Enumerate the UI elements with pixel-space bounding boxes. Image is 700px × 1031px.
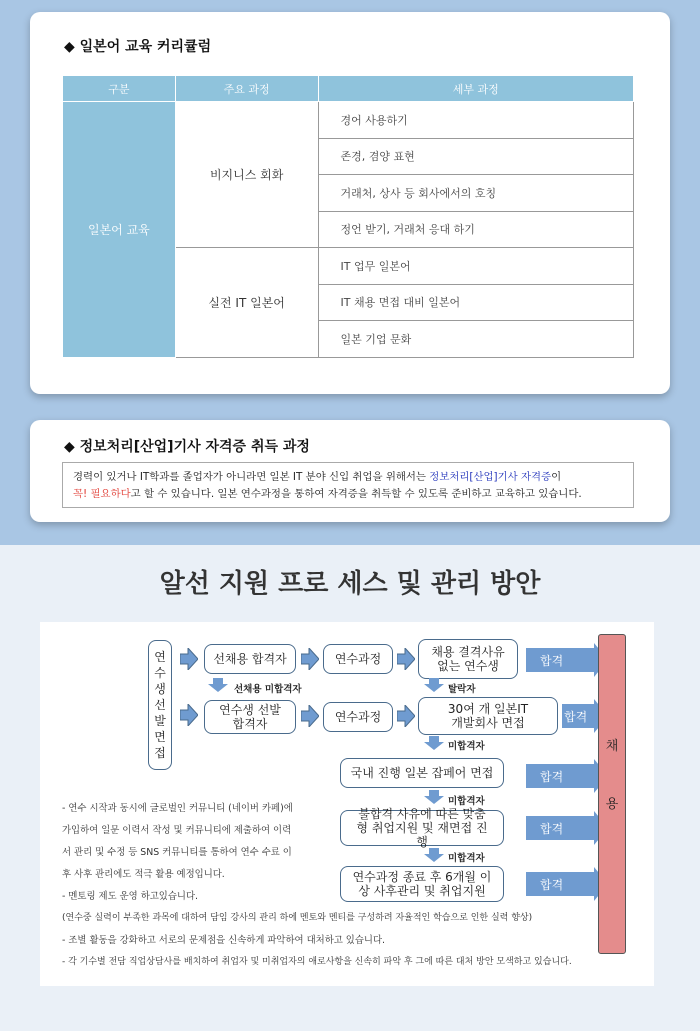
category-cell: 일본어 교육 [63,102,176,358]
down-arrow-icon [424,848,444,862]
detail-course-cell: 존경, 겸양 표현 [318,138,633,175]
notice-line-1 [73,469,623,486]
fail-label: 미합격자 [448,853,485,864]
hiring-label-1: 채 [605,739,619,754]
note-line: - 조별 활동을 강화하고 서로의 문제점을 신속하게 파악하여 대처하고 있습니다. [62,935,385,946]
notice-text: 이 [551,471,562,483]
right-arrow-icon [301,648,319,670]
main-course-cell: 비지니스 회화 [175,102,318,248]
pass-arrow: 합격 [526,816,594,840]
hiring-bar [598,634,626,954]
pre-hire-pass-box: 선채용 합격자 [204,644,296,674]
detail-course-cell: IT 업무 일본어 [318,248,633,285]
selection-interview-box [148,640,172,770]
custom-support-box: 불합격 사유에 따른 맞춤형 취업지원 및 재면접 진행 [340,810,504,846]
note-line: 서 관리 및 수정 등 SNS 커뮤니티를 통하여 연수 수료 이 [62,847,292,858]
company-interview-box: 30여 개 일본IT 개발회사 면접 [418,697,558,735]
down-arrow-icon [424,790,444,804]
notice-line-2 [73,486,623,503]
dropout-label: 탈락자 [448,684,476,695]
header-detail-course: 세부 과정 [318,76,633,102]
after-care-box: 연수과정 종료 후 6개월 이상 사후관리 및 취업지원 [340,866,504,902]
training-box-1: 연수과정 [323,644,393,674]
notice-highlight-blue: 정보처리[산업]기사 자격증 [429,471,552,483]
detail-course-cell: 정언 받기, 거래처 응대 하기 [318,211,633,248]
note-line: 가입하여 일문 이력서 작성 및 커뮤니티에 제출하여 이력 [62,825,292,836]
detail-course-cell: 경어 사용하기 [318,102,633,139]
certification-card [30,420,670,522]
pre-hire-fail-label: 선채용 미합격자 [234,684,302,695]
down-arrow-icon [424,736,444,750]
right-arrow-icon [180,704,198,726]
curriculum-table [62,75,634,358]
no-disqualification-box: 채용 결격사유 없는 연수생 [418,639,518,679]
note-line: - 멘토링 제도 운영 하고있습니다. [62,891,199,902]
right-arrow-icon [397,705,415,727]
trainee-selection-pass-box: 연수생 선발 합격자 [204,700,296,734]
detail-course-cell: 거래처, 상사 등 회사에서의 호칭 [318,175,633,212]
notice-highlight-red: 꼭! 필요하다 [73,488,131,500]
down-arrow-icon [208,678,228,692]
fail-label: 미합격자 [448,741,485,752]
pass-arrow: 합격 [526,648,594,672]
detail-course-cell: IT 채용 면접 대비 일본어 [318,284,633,321]
process-title: 알선 지원 프로 세스 및 관리 방안 [159,569,541,599]
header-main-course: 주요 과정 [175,76,318,102]
training-box-2: 연수과정 [323,702,393,732]
down-arrow-icon [424,678,444,692]
certification-title: ◆ 정보처리[산업]기사 자격증 취득 과정 [64,439,310,455]
job-fair-interview-box: 국내 진행 일본 잡페어 면접 [340,758,504,788]
table-row [63,102,634,139]
pass-arrow: 합격 [526,764,594,788]
right-arrow-icon [301,705,319,727]
process-flowchart [40,622,654,986]
detail-course-cell: 일본 기업 문화 [318,321,633,358]
note-line: - 연수 시작과 동시에 글로벌인 커뮤니티 (네이버 카페)에 [62,803,293,814]
curriculum-title: ◆ 일본어 교육 커리큘럼 [64,39,212,55]
notice-text: 고 할 수 있습니다. 일본 연수과정을 통하여 자격증을 취득할 수 있도록 준비하고 교육하고 있습니다. [130,488,582,500]
certification-notice [62,462,634,508]
note-line: - 각 기수별 전담 직업상담사를 배치하여 취업자 및 미취업자의 애로사항을 신속히 파악 후 그에 따른 대처 방안 모색하고 있습니다. [62,957,572,967]
selection-interview-label: 연수생 선발면접 [154,650,166,760]
right-arrow-icon [397,648,415,670]
main-course-cell: 실전 IT 일본어 [175,248,318,358]
curriculum-card [30,12,670,394]
hiring-label-2: 용 [605,797,619,812]
note-line: 후 사후 관리에도 적극 활용 예정입니다. [62,869,225,880]
table-header-row [63,76,634,102]
fail-label: 미합격자 [448,796,485,807]
right-arrow-icon [180,648,198,670]
header-category: 구분 [63,76,176,102]
note-line: (연수중 실력이 부족한 과목에 대하여 담임 강사의 관리 하에 멘토와 멘티를 구성하려 자율적인 학습으로 인한 실력 향상) [62,913,533,923]
notice-text: 경력이 있거나 IT학과를 졸업자가 아니라면 일본 IT 분야 신입 취업을 위해서는 [73,471,430,483]
pass-arrow: 합격 [526,872,594,896]
pass-arrow: 합격 [562,704,594,728]
